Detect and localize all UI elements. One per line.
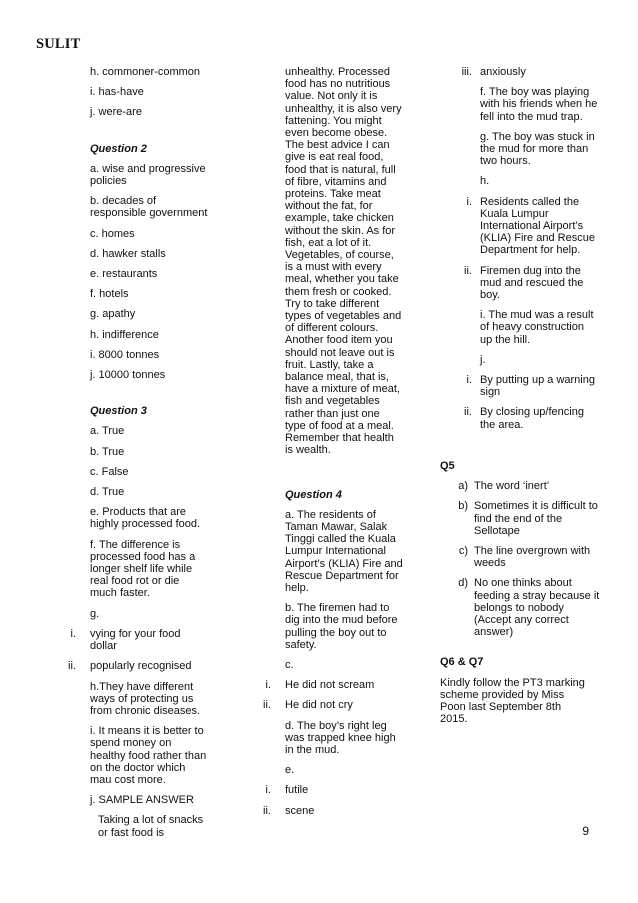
question-6-7-title: Q6 & Q7 bbox=[440, 656, 484, 669]
item-text: Firemen dug into the mud and rescued the boy. bbox=[480, 264, 584, 302]
answer-5b bbox=[458, 500, 600, 537]
column-2 bbox=[263, 66, 403, 825]
item-text: By closing up/fencing the area. bbox=[480, 406, 584, 431]
answer-2g: g. apathy bbox=[90, 308, 136, 321]
item-text: futile bbox=[285, 784, 309, 797]
letter-marker: c) bbox=[458, 545, 468, 558]
answer-2c: c. homes bbox=[90, 227, 135, 240]
answer-4c: c. bbox=[285, 658, 294, 671]
answer-4e-i bbox=[265, 784, 403, 797]
roman-numeral: iii. bbox=[461, 66, 472, 78]
answer-2a: a. wise and progressive policies bbox=[90, 162, 206, 188]
answer-3j: j. SAMPLE ANSWER bbox=[90, 794, 194, 807]
roman-numeral: ii. bbox=[464, 406, 472, 419]
question-4-title: Question 4 bbox=[285, 488, 342, 501]
roman-numeral: ii. bbox=[263, 804, 271, 817]
answer-4h-i bbox=[466, 195, 598, 257]
item-text: Residents called the Kuala Lumpur International Airport’s (KLIA) Fire and Rescue Department for help. bbox=[480, 195, 595, 257]
answer-4g: g. The boy was stuck in the mud for more than two hours. bbox=[480, 130, 595, 168]
column-3 bbox=[461, 66, 598, 439]
letter-marker: d) bbox=[458, 577, 468, 590]
question-5-title: Q5 bbox=[440, 460, 455, 472]
item-text: scene bbox=[285, 804, 315, 817]
column-1 bbox=[68, 66, 208, 847]
answer-2d: d. hawker stalls bbox=[90, 247, 166, 260]
item-text: vying for your food dollar bbox=[90, 627, 181, 653]
item-text: The line overgrown with weeds bbox=[474, 545, 591, 570]
answer-3d: d. True bbox=[90, 486, 125, 499]
answer-1j: j. were-are bbox=[90, 106, 142, 119]
answer-4j-i bbox=[466, 374, 598, 399]
sample-answer-continuation: unhealthy. Processed food has no nutritious value. Not only it is unhealthy, it is also very fattening. You might even become obese. The best advice I can give is eat real food, food that is natural, full of fibre, vitamins and proteins. Take meat without the fat, for example, take chicken without the skin. As for fish, eat a lot of it. Vegetables, of course, is a must with every meal, whether you take them fresh or cooked. Try to take different types of vegetables and of different colours. Another food item you should not leave out is fruit. Lastly, take a balance meal, that is, have a mixture of meat, fish and vegetables rather than just one type of food at a meal. Remember that health is wealth. bbox=[285, 66, 402, 457]
sample-answer-start: Taking a lot of snacks or fast food is bbox=[98, 814, 204, 839]
item-text: anxiously bbox=[480, 66, 526, 78]
roman-numeral: ii. bbox=[68, 660, 76, 673]
roman-numeral: i. bbox=[265, 679, 271, 692]
answer-2f: f. hotels bbox=[90, 288, 129, 301]
answer-6-7: Kindly follow the PT3 marking scheme provided by Miss Poon last September 8th 2015. bbox=[440, 676, 585, 726]
question-3-title: Question 3 bbox=[90, 405, 147, 418]
answer-4c-i bbox=[265, 679, 403, 692]
answer-2h: h. indifference bbox=[90, 328, 159, 341]
answer-2e: e. restaurants bbox=[90, 268, 158, 281]
item-text: popularly recognised bbox=[90, 660, 192, 673]
answer-4c-ii bbox=[263, 699, 403, 712]
roman-numeral: i. bbox=[265, 784, 271, 797]
answer-2b: b. decades of responsible government bbox=[90, 195, 208, 220]
answer-4d: d. The boy’s right leg was trapped knee high in the mud. bbox=[285, 719, 396, 756]
answer-5c bbox=[458, 545, 600, 570]
roman-numeral: i. bbox=[70, 627, 76, 640]
answer-4h-ii bbox=[464, 264, 598, 302]
q5-q7-block bbox=[440, 460, 600, 733]
header-label: SULIT bbox=[36, 36, 81, 52]
item-text: By putting up a warning sign bbox=[480, 374, 595, 399]
answer-3b: b. True bbox=[90, 445, 125, 458]
answer-3f: f. The difference is processed food has a longer shelf life while real food rot or die much faster. bbox=[90, 538, 196, 600]
item-text: Sometimes it is difficult to find the end of the Sellotape bbox=[474, 500, 598, 537]
roman-numeral: i. bbox=[466, 374, 472, 387]
answer-4e-iii bbox=[461, 66, 598, 78]
answer-2j: j. 10000 tonnes bbox=[90, 369, 166, 382]
answer-1i: i. has-have bbox=[90, 86, 144, 99]
letter-marker: a) bbox=[458, 480, 468, 493]
answer-3a: a. True bbox=[90, 425, 125, 438]
answer-3e: e. Products that are highly processed food. bbox=[90, 506, 201, 531]
answer-2i: i. 8000 tonnes bbox=[90, 348, 160, 361]
answer-5d bbox=[458, 577, 600, 639]
answer-3c: c. False bbox=[90, 465, 129, 478]
roman-numeral: i. bbox=[466, 195, 472, 208]
item-text: The word ‘inert’ bbox=[474, 480, 550, 493]
answer-3g-i bbox=[70, 627, 208, 653]
answer-4e-ii bbox=[263, 804, 403, 817]
answer-4f: f. The boy was playing with his friends when he fell into the mud trap. bbox=[480, 86, 598, 123]
answer-1h: h. commoner-common bbox=[90, 66, 201, 78]
answer-4j: j. bbox=[480, 353, 486, 366]
answer-4b: b. The firemen had to dig into the mud before pulling the boy out to safety. bbox=[285, 602, 398, 651]
answer-3i: i. It means it is better to spend money on healthy food rather than on the doctor which mau cost more. bbox=[90, 725, 207, 786]
item-text: No one thinks about feeding a stray because it belongs to nobody (Accept any correct answer) bbox=[474, 577, 600, 639]
answer-4e: e. bbox=[285, 764, 295, 777]
answer-3g: g. bbox=[90, 607, 100, 620]
roman-numeral: ii. bbox=[464, 264, 472, 277]
answer-3g-ii bbox=[68, 660, 208, 673]
answer-4j-ii bbox=[464, 406, 598, 431]
roman-numeral: ii. bbox=[263, 699, 271, 712]
answer-5a bbox=[458, 480, 600, 493]
question-2-title: Question 2 bbox=[90, 142, 147, 155]
page-number: 9 bbox=[582, 824, 589, 838]
answer-3h: h.They have different ways of protecting us from chronic diseases. bbox=[90, 680, 201, 717]
answer-4i: i. The mud was a result of heavy construction up the hill. bbox=[480, 309, 594, 346]
letter-marker: b) bbox=[458, 500, 468, 513]
answer-4a: a. The residents of Taman Mawar, Salak Tinggi called the Kuala Lumpur International Airport’s (KLIA) Fire and Rescue Department for help. bbox=[285, 508, 403, 594]
item-text: He did not cry bbox=[285, 699, 353, 712]
item-text: He did not scream bbox=[285, 679, 375, 692]
answer-4h: h. bbox=[480, 175, 490, 188]
